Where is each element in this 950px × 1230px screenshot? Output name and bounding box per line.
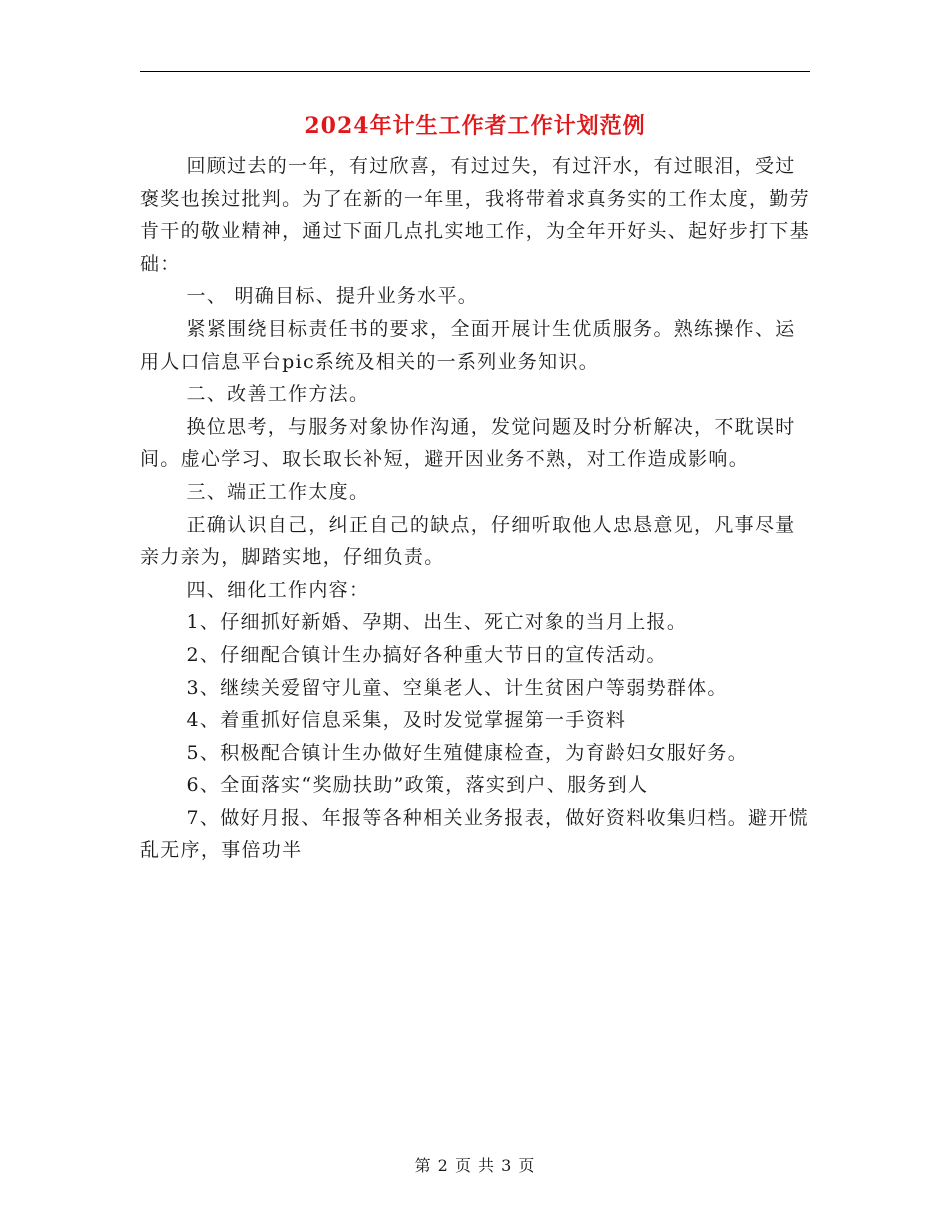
attitude-paragraph: 正确认识自己，纠正自己的缺点，仔细听取他人忠恳意见，凡事尽量亲力亲为，脚踏实地，仔细负责。 bbox=[140, 513, 796, 569]
section-heading-content: 四、细化工作内容： bbox=[186, 578, 370, 601]
section-heading-methods: 二、改善工作方法。 bbox=[186, 383, 370, 406]
section-heading-attitude: 三、端正工作太度。 bbox=[186, 480, 370, 503]
header-rule bbox=[140, 71, 810, 72]
document-body bbox=[140, 150, 810, 867]
list-item: 2、仔细配合镇计生办搞好各种重大节日的宣传活动。 bbox=[186, 643, 667, 666]
document-title: 2024年计生工作者工作计划范例 bbox=[304, 113, 646, 139]
list-item: 7、做好月报、年报等各种相关业务报表，做好资料收集归档。避开慌乱无序，事倍功半 bbox=[140, 806, 809, 862]
intro-paragraph: 回顾过去的一年，有过欣喜，有过过失，有过汗水，有过眼泪，受过褒奖也挨过批判。为了在新的一年里，我将带着求真务实的工作太度，勤劳肯干的敬业精神，通过下面几点扎实地工作，为全年开好头、起好步打下基础： bbox=[140, 155, 810, 275]
list-item: 3、继续关爱留守儿童、空巢老人、计生贫困户等弱势群体。 bbox=[186, 676, 728, 699]
list-item: 5、积极配合镇计生办做好生殖健康检查，为育龄妇女服好务。 bbox=[186, 741, 749, 764]
list-item: 1、仔细抓好新婚、孕期、出生、死亡对象的当月上报。 bbox=[186, 611, 688, 634]
list-item: 4、着重抓好信息采集，及时发觉掌握第一手资料 bbox=[186, 709, 627, 732]
list-item: 6、全面落实“奖励扶助”政策，落实到户、服务到人 bbox=[186, 774, 649, 797]
page-number: 第 2 页 共 3 页 bbox=[414, 1156, 536, 1175]
methods-paragraph: 换位思考，与服务对象协作沟通，发觉问题及时分析解决，不耽误时间。虚心学习、取长取长补短，避开因业务不熟，对工作造成影响。 bbox=[140, 415, 796, 471]
section-heading-goals: 一、 明确目标、提升业务水平。 bbox=[186, 285, 479, 308]
goals-paragraph: 紧紧围绕目标责任书的要求，全面开展计生优质服务。熟练操作、运用人口信息平台pic系统及相关的一系列业务知识。 bbox=[140, 317, 796, 373]
